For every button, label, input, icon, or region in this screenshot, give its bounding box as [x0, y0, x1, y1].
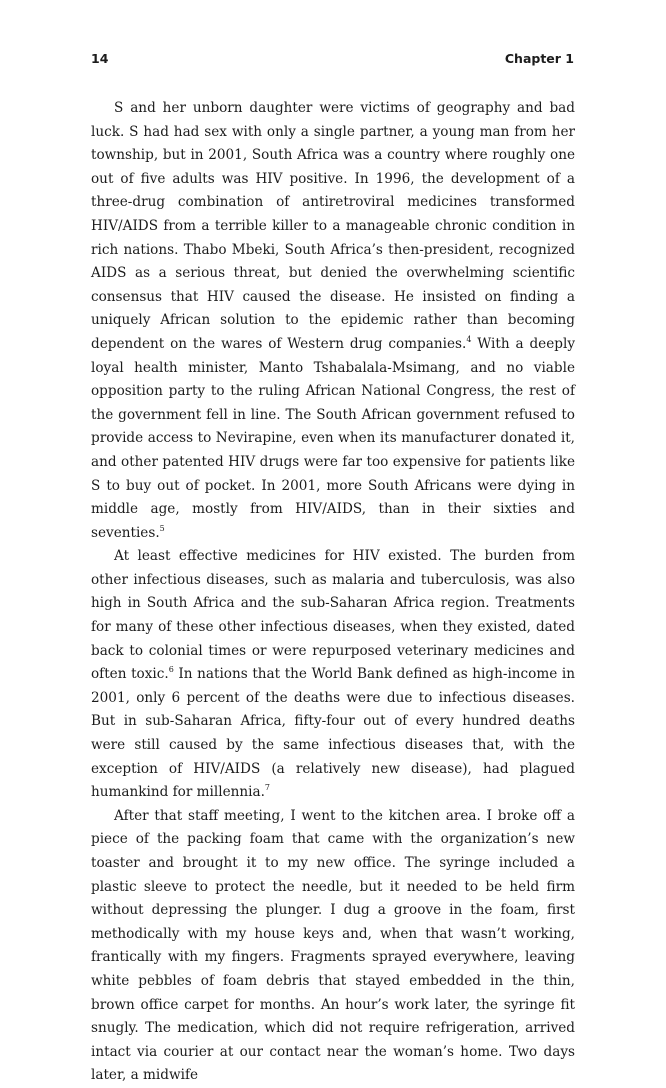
paragraph	[91, 97, 575, 545]
paragraph	[91, 805, 575, 1088]
body-text	[91, 97, 575, 1088]
paragraph	[91, 545, 575, 805]
footnote-marker: 7	[264, 783, 271, 793]
chapter-label: Chapter 1	[504, 51, 574, 66]
footnote-marker: 5	[159, 523, 165, 533]
paragraph-text: With a deeply loyal health minister, Manto Tshabalala-Msimang, and no viable opposition party to the ruling African National Congress, the rest of the government fell in line. The South African government refused to provide access to Nevirapine, even when its manufacturer donated it, and other patented HIV drugs were far too expensive for patients like S to buy out of pocket. In 2001, more South Africans were dying in middle age, mostly from HIV/AIDS, than in their sixties and seventies.	[91, 335, 575, 541]
footnote-marker: 6	[168, 665, 174, 675]
footnote-marker: 4	[466, 334, 472, 344]
page-number: 14	[91, 51, 109, 66]
paragraph-text: At least effective medicines for HIV existed. The burden from other infectious diseases, such as malaria and tuberculosis, was also high in South Africa and the sub-Saharan Africa region. Treatments for many of these other infectious diseases, when they existed, dated back to colonial times or were repurposed veterinary medicines and often toxic.	[91, 548, 575, 683]
running-head	[91, 51, 574, 71]
paragraph-text: S and her unborn daughter were victims of geography and bad luck. S had had sex with only a single partner, a young man from her township, but in 2001, South Africa was a country where roughly one out of five adults was HIV positive. In 1996, the development of a three-drug combination of antiretroviral medicines transformed HIV/AIDS from a terrible killer to a manageable chronic condition in rich nations. Thabo Mbeki, South Africa’s then-president, recognized AIDS as a serious threat, but denied the overwhelming scientific consensus that HIV caused the disease. He insisted on finding a uniquely African solution to the epidemic rather than becoming dependent on the wares of Western drug companies.	[91, 100, 575, 352]
paragraph-text: After that staff meeting, I went to the kitchen area. I broke off a piece of the packing foam that came with the organization’s new toaster and brought it to my new office. The syringe included a plastic sleeve to protect the needle, but it needed to be held firm without depressing the plunger. I dug a groove in the foam, first methodically with my house keys and, when that wasn’t working, frantically with my fingers. Fragments sprayed everywhere, leaving white pebbles of foam debris that stayed embedded in the thin, brown office carpet for months. An hour’s work later, the syringe fit snugly. The medication, which did not require refrigeration, arrived intact via courier at our contact near the woman’s home. Two days later, a midwife	[91, 807, 575, 1084]
paragraph-text: In nations that the World Bank defined as high-income in 2001, only 6 percent of the deaths were due to infectious diseases. But in sub-Saharan Africa, fifty-four out of every hundred deaths were still caused by the same infectious diseases that, with the exception of HIV/AIDS (a relatively new disease), had plagued humankind for millennia.	[91, 666, 575, 801]
